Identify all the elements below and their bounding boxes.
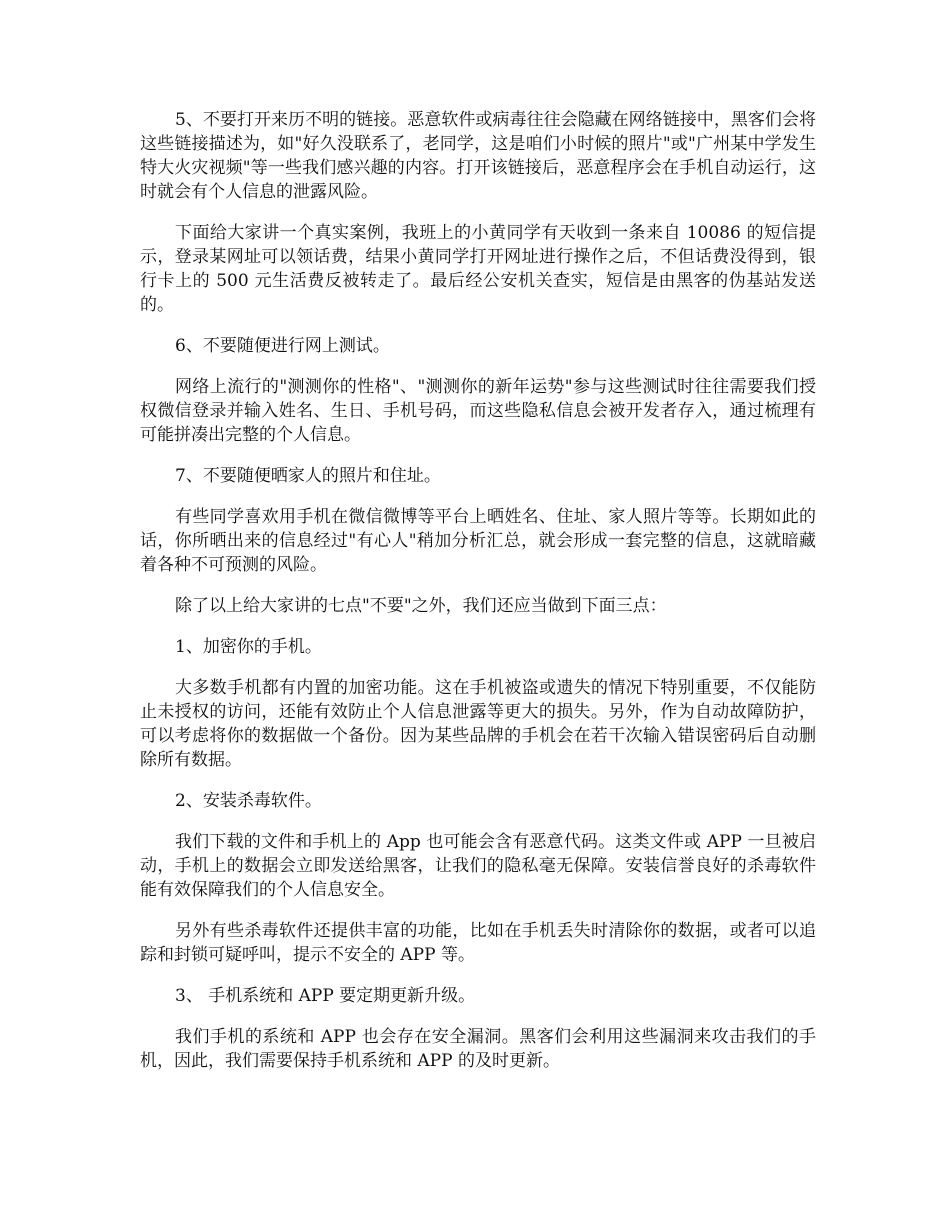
heading-point-2-antivirus: 2、安装杀毒软件。 <box>175 791 322 811</box>
heading-point-3-updates: 3、 手机系统和 APP 要定期更新升级。 <box>175 986 476 1006</box>
paragraph-tip-5-links: 5、不要打开来历不明的链接。恶意软件或病毒往往会隐藏在网络链接中，黑客们会将这些链接描述为，如"好久没联系了，老同学，这是咱们小时候的照片"或"广州某中学发生特大火灾视频"等一些我们感兴趣的内容。打开该链接后，恶意程序会在手机自动运行，这时就会有个人信息的泄露风险。 <box>140 110 816 202</box>
paragraph-online-tests: 网络上流行的"测测你的性格"、"测测你的新年运势"参与这些测试时往往需要我们授权微信登录并输入姓名、生日、手机号码，而这些隐私信息会被开发者存入，通过梳理有可能拼凑出完整的个人信息。 <box>140 377 816 445</box>
paragraph-updates: 我们手机的系统和 APP 也会存在安全漏洞。黑客们会利用这些漏洞来攻击我们的手机，因此，我们需要保持手机系统和 APP 的及时更新。 <box>140 1027 816 1071</box>
paragraph-encryption: 大多数手机都有内置的加密功能。这在手机被盗或遗失的情况下特别重要，不仅能防止未授权的访问，还能有效防止个人信息泄露等更大的损失。另外，作为自动故障防护，可以考虑将你的数据做一个备份。因为某些品牌的手机会在若干次输入错误密码后自动删除所有数据。 <box>140 678 816 770</box>
paragraph-antivirus-features: 另外有些杀毒软件还提供丰富的功能，比如在手机丢失时清除你的数据，或者可以追踪和封锁可疑呼叫，提示不安全的 APP 等。 <box>140 921 816 965</box>
paragraph-antivirus: 我们下载的文件和手机上的 App 也可能会含有恶意代码。这类文件或 APP 一旦被启动，手机上的数据会立即发送给黑客，让我们的隐私毫无保障。安装信誉良好的杀毒软件能有效保障我们的个人信息安全。 <box>140 832 816 900</box>
paragraph-three-points-intro: 除了以上给大家讲的七点"不要"之外，我们还应当做到下面三点： <box>175 596 667 616</box>
paragraph-case-study: 下面给大家讲一个真实案例，我班上的小黄同学有天收到一条来自 10086 的短信提示，登录某网址可以领话费，结果小黄同学打开网址进行操作之后，不但话费没得到，银行卡上的 500 元生活费反被转走了。最后经公安机关查实，短信是由黑客的伪基站发送的。 <box>140 223 816 315</box>
document-page <box>140 108 816 1090</box>
paragraph-sharing-photos: 有些同学喜欢用手机在微信微博等平台上晒姓名、住址、家人照片等等。长期如此的话，你所晒出来的信息经过"有心人"稍加分析汇总，就会形成一套完整的信息，这就暗藏着各种不可预测的风险。 <box>140 507 816 575</box>
heading-tip-7: 7、不要随便晒家人的照片和住址。 <box>175 466 441 486</box>
heading-point-1-encrypt: 1、加密你的手机。 <box>175 637 322 657</box>
heading-tip-6: 6、不要随便进行网上测试。 <box>175 336 390 356</box>
